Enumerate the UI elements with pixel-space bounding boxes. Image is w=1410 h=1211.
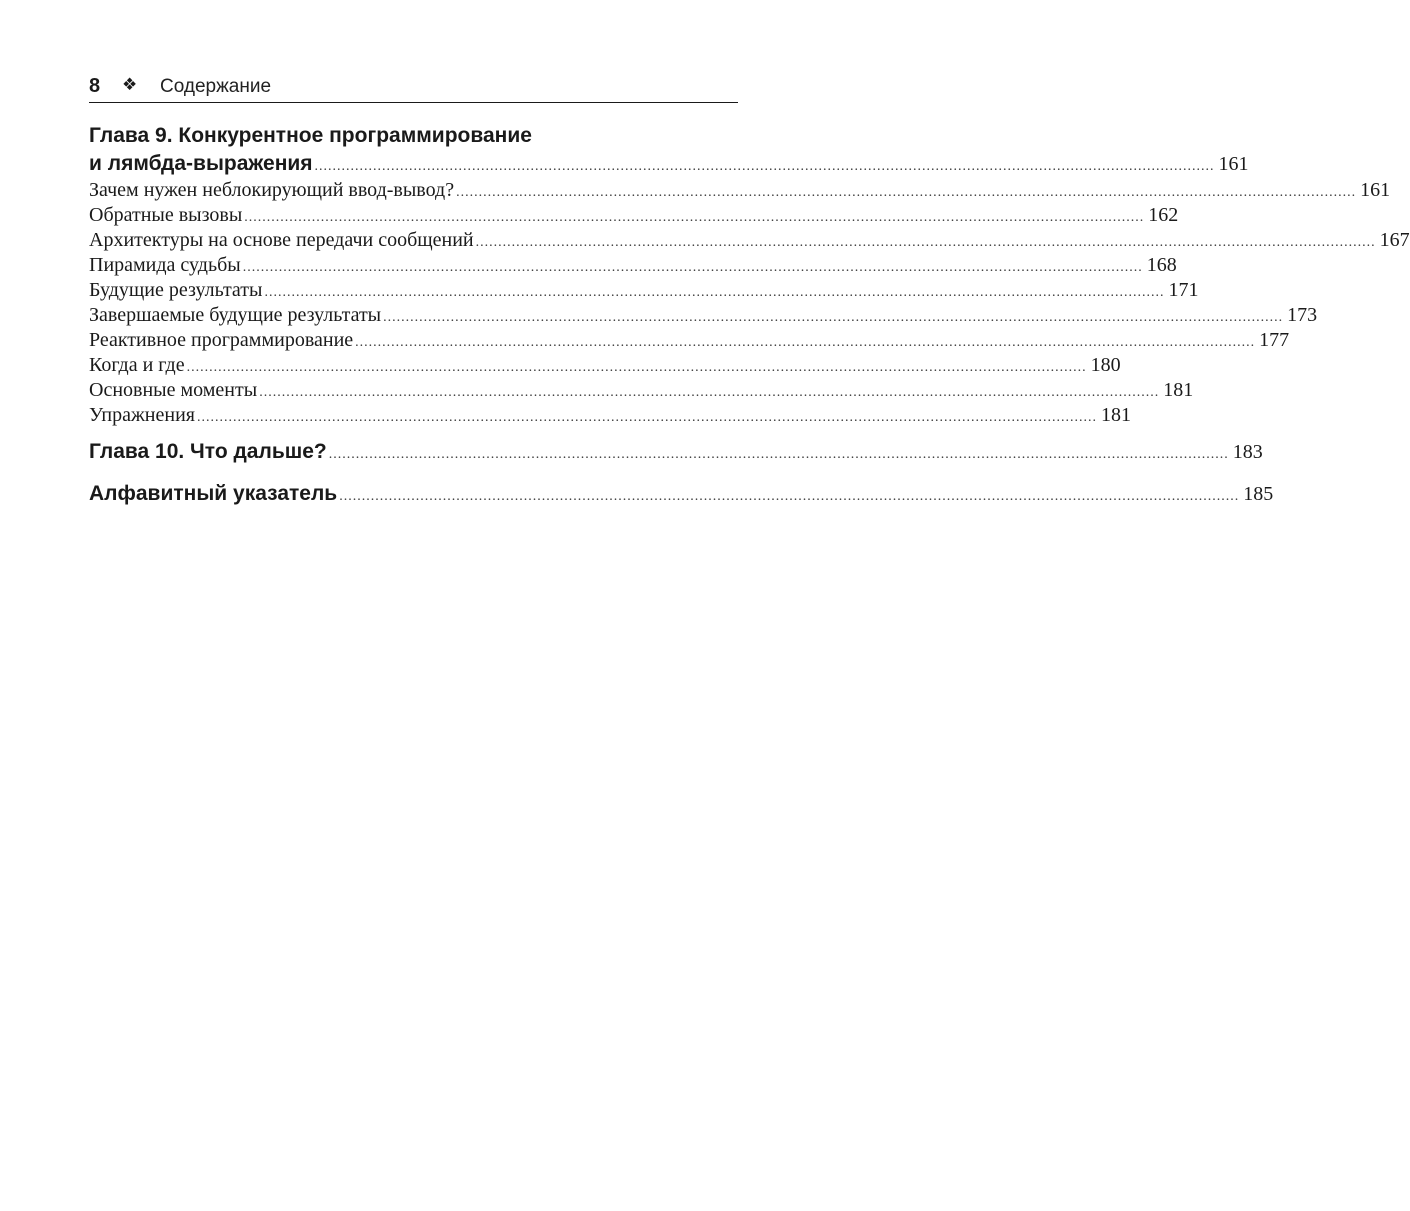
chapter-10-title: Глава 10. Что дальше? bbox=[89, 440, 327, 463]
chapter-9-entry[interactable] bbox=[89, 150, 1249, 178]
leader-dots: ........................................................................................................................................................................................................ bbox=[264, 285, 1165, 300]
leader-dots: ........................................................................................................................................................................................................ bbox=[259, 385, 1160, 400]
chapter-9-title-line1: Глава 9. Конкурентное программирование bbox=[89, 124, 532, 147]
leader-dots: ........................................................................................................................................................................................................ bbox=[314, 159, 1215, 174]
index-title: Алфавитный указатель bbox=[89, 482, 338, 505]
leader-dots: ........................................................................................................................................................................................................ bbox=[475, 235, 1376, 250]
entry-title: Пирамида судьбы bbox=[89, 254, 241, 276]
entry-page: 180 bbox=[1090, 354, 1121, 376]
toc-entry[interactable] bbox=[89, 278, 1199, 303]
entry-title: Архитектуры на основе передачи сообщений bbox=[89, 229, 474, 251]
toc-entry[interactable] bbox=[89, 403, 1131, 428]
entry-title: Основные моменты bbox=[89, 379, 258, 401]
toc-entry[interactable] bbox=[89, 328, 1290, 353]
entry-page: 162 bbox=[1148, 204, 1179, 226]
table-of-contents bbox=[89, 122, 1410, 508]
chapter-9-page: 161 bbox=[1218, 153, 1249, 175]
toc-entry[interactable] bbox=[89, 378, 1194, 403]
leader-dots: ........................................................................................................................................................................................................ bbox=[242, 260, 1143, 275]
leader-dots: ........................................................................................................................................................................................................ bbox=[355, 335, 1256, 350]
toc-entry[interactable] bbox=[89, 228, 1410, 253]
entry-title: Будущие результаты bbox=[89, 279, 263, 301]
leader-dots: ........................................................................................................................................................................................................ bbox=[186, 360, 1087, 375]
index-entry[interactable] bbox=[89, 480, 1274, 508]
entry-page: 171 bbox=[1168, 279, 1199, 301]
leader-dots: ........................................................................................................................................................................................................ bbox=[197, 410, 1097, 425]
chapter-9-title-line2: и лямбда-выражения bbox=[89, 152, 313, 175]
entry-page: 167 bbox=[1379, 229, 1410, 251]
entry-title: Упражнения bbox=[89, 404, 195, 426]
chapter-10-page: 183 bbox=[1232, 441, 1263, 463]
entry-page: 173 bbox=[1287, 304, 1318, 326]
toc-entry[interactable] bbox=[89, 303, 1318, 328]
header-title: Содержание bbox=[160, 76, 272, 97]
entry-page: 168 bbox=[1146, 254, 1177, 276]
toc-entry[interactable] bbox=[89, 178, 1391, 203]
entry-title: Реактивное программирование bbox=[89, 329, 354, 351]
index-page: 185 bbox=[1243, 483, 1274, 505]
entry-page: 181 bbox=[1101, 404, 1131, 426]
leader-dots: ........................................................................................................................................................................................................ bbox=[339, 489, 1240, 504]
entry-page: 181 bbox=[1163, 379, 1194, 401]
entry-title: Когда и где bbox=[89, 354, 185, 376]
page-number: 8 bbox=[89, 75, 101, 97]
chapter-10-entry[interactable] bbox=[89, 438, 1263, 466]
leader-dots: ........................................................................................................................................................................................................ bbox=[244, 210, 1145, 225]
ornament-icon: ❖ bbox=[122, 75, 138, 94]
toc-entry[interactable] bbox=[89, 203, 1179, 228]
leader-dots: ........................................................................................................................................................................................................ bbox=[456, 185, 1357, 200]
entry-title: Завершаемые будущие результаты bbox=[89, 304, 382, 326]
toc-entry[interactable] bbox=[89, 353, 1121, 378]
entry-page: 177 bbox=[1259, 329, 1290, 351]
leader-dots: ........................................................................................................................................................................................................ bbox=[383, 310, 1284, 325]
leader-dots: ........................................................................................................................................................................................................ bbox=[328, 447, 1229, 462]
entry-title: Зачем нужен неблокирующий ввод-вывод? bbox=[89, 179, 455, 201]
running-header bbox=[89, 72, 738, 103]
entry-page: 161 bbox=[1360, 179, 1391, 201]
entry-title: Обратные вызовы bbox=[89, 204, 243, 226]
toc-entry[interactable] bbox=[89, 253, 1177, 278]
